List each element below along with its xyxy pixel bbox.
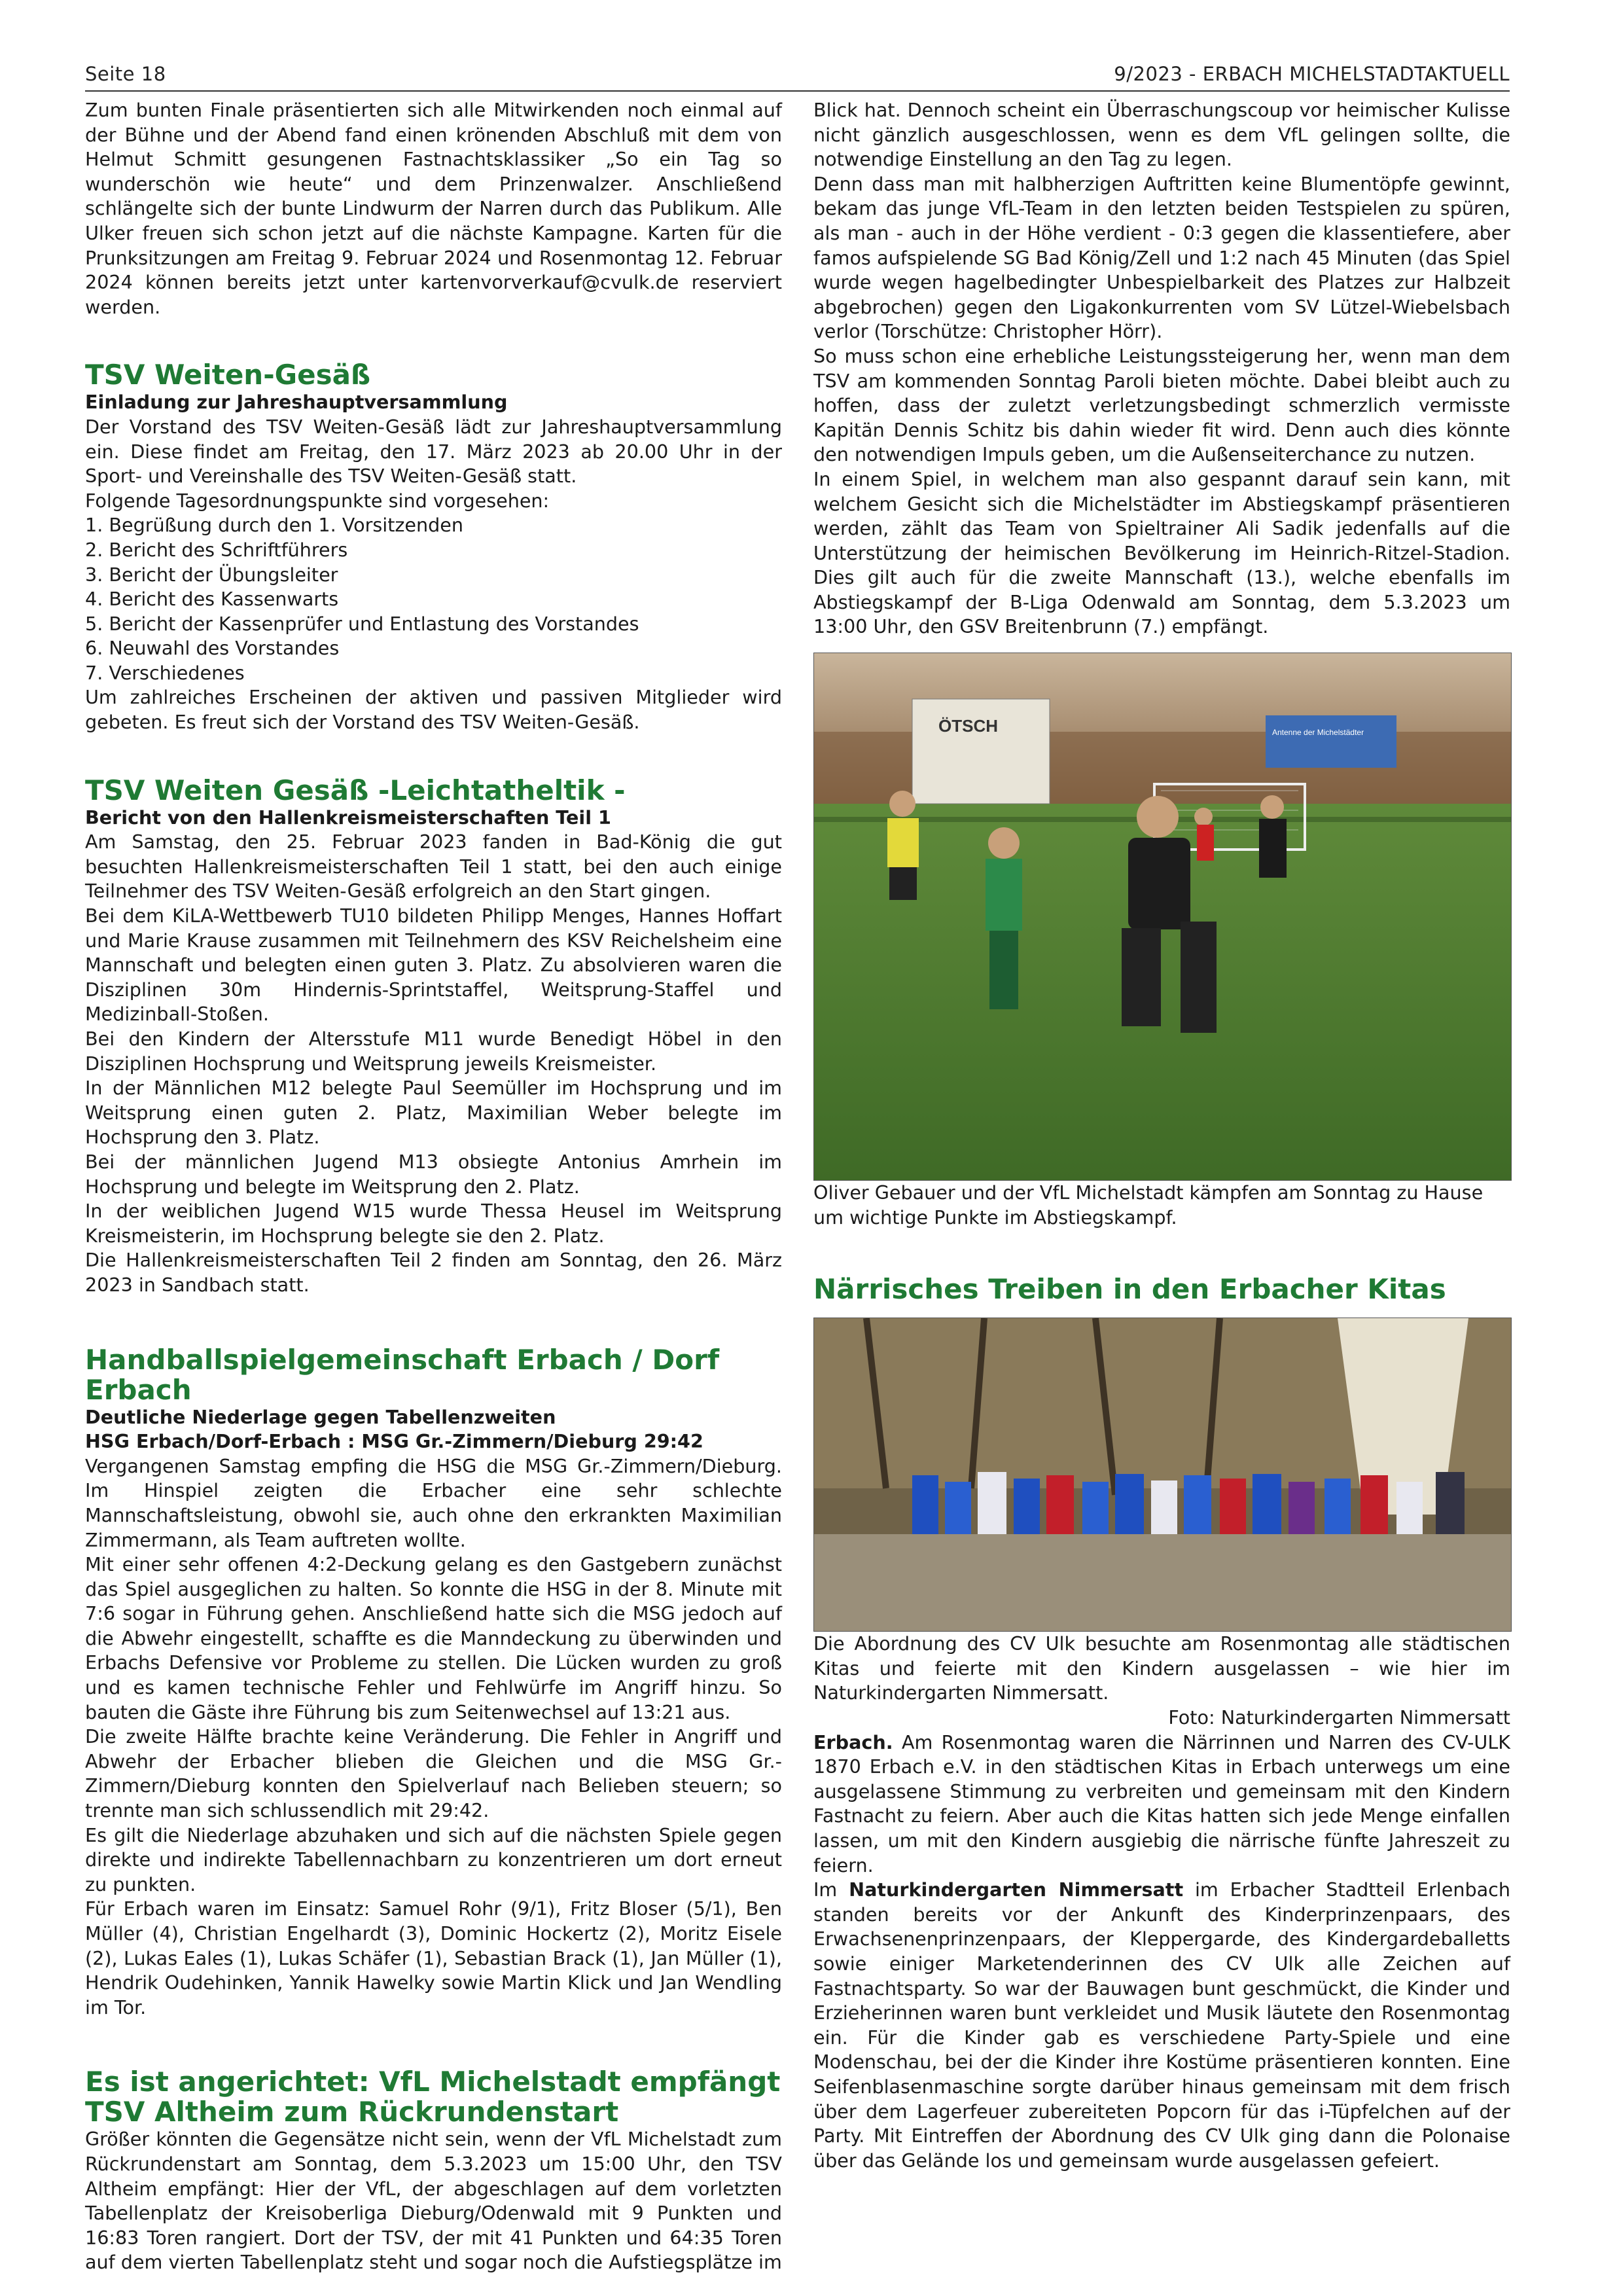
football-photo <box>813 653 1512 1181</box>
right-column <box>813 98 1510 2173</box>
tsv1-agenda-intro: Folgende Tagesordnungspunkte sind vorgesehen: <box>85 489 550 512</box>
kitas-paragraph <box>813 1878 1510 2173</box>
hsg-paragraph: Mit einer sehr offenen 4:2-Deckung gelang es den Gastgebern zunächst das Spiel ausgeglichen zu halten. So konnte die HSG in der 8. Minute mit 7:6 sogar in Führung gehen. Anschließend hatte sich die MSG jedoch auf die Abwehr eingestellt, schaffte es die Manndeckung zu überwinden und Erbachs Defensive vor Probleme zu stellen. Die Lücken wurden zu groß und es kamen technische Fehler und Fehlwürfe im Angriff hinzu. So bauten die Gäste ihre Führung bis zum Seitenwechsel auf 13:21 aus. <box>85 1553 782 1723</box>
carnival-photo <box>813 1318 1512 1632</box>
page-number: Seite 18 <box>85 63 166 85</box>
hsg-paragraph: Für Erbach waren im Einsatz: Samuel Rohr (9/1), Fritz Bloser (5/1), Ben Müller (4), Christian Engelhardt (3), Dominic Hockertz (2), Moritz Eisele (2), Lukas Eales (1), Lukas Schäfer (1), Sebastian Brack (1), Jan Müller (1), Hendrik Oudehinken, Yannik Hawelky sowie Martin Klick und Jan Wendling im Tor. <box>85 1897 782 2018</box>
football-photo-illustration <box>814 653 1511 1180</box>
tsv1-paragraph: Der Vorstand des TSV Weiten-Gesäß lädt zur Jahreshauptversammlung ein. Diese findet am Freitag, den 17. März 2023 ab 20.00 Uhr in der Sport- und Vereinshalle des TSV Weiten-Gesäß statt. <box>85 415 782 488</box>
kindergarten-name: Naturkindergarten Nimmersatt <box>849 1878 1184 1901</box>
vfl-continued-paragraph: Blick hat. Dennoch scheint ein Überraschungscoup vor heimischer Kulisse nicht gänzlich ausgeschlossen, wenn es dem VfL gelingen sollte, die notwendige Einstellung an den Tag zu legen. <box>813 99 1510 171</box>
intro-paragraph: Zum bunten Finale präsentierten sich alle Mitwirkenden noch einmal auf der Bühne und der Abend fand einen krönenden Abschluß mit dem von Helmut Schmitt gesungenen Fastnachtsklassiker „So ein Tag so wunderschön wie heute“ und dem Prinzenwalzer. Anschließend schlängelte sich der bunte Lindwurm der Narren durch das Publikum. Alle Ulker freuen sich schon jetzt auf die nächste Kampagne. Karten für die Prunksitzungen am Freitag 9. Februar 2024 und Rosenmontag 12. Februar 2024 können bereits jetzt unter kartenvorverkauf@cvulk.de reserviert werden. <box>85 99 782 318</box>
tsv2-paragraph: Bei der männlichen Jugend M13 obsiegte Antonius Amrhein im Hochsprung und belegte im Weitsprung den 2. Platz. <box>85 1150 782 1198</box>
vfl-headline-line1: Es ist angerichtet: VfL Michelstadt empfängt <box>85 2066 781 2098</box>
vfl-continued-paragraph: So muss schon eine erhebliche Leistungssteigerung her, wenn man dem TSV am kommenden Sonntag Paroli bieten möchte. Dabei bleibt auch zu hoffen, dass der zuletzt verletzungsbedingt schmerzlich vermisste Kapitän Dennis Schitz bis dahin wieder fit wird. Denn auch dies könnte den notwendigen Impuls geben, um die Außenseiterchance zu nutzen. <box>813 344 1510 466</box>
agenda-item: 5. Bericht der Kassenprüfer und Entlastung des Vorstandes <box>85 612 639 635</box>
left-column <box>85 98 782 2275</box>
hsg-paragraph: Es gilt die Niederlage abzuhaken und sich auf die nächsten Spiele gegen direkte und indirekte Tabellennachbarn zu konzentrieren um dort erneut zu punkten. <box>85 1823 782 1895</box>
dateline: Erbach. <box>813 1731 893 1753</box>
agenda-item: 6. Neuwahl des Vorstandes <box>85 637 340 660</box>
photo-credit-row <box>813 1706 1510 1731</box>
tsv2-paragraph: Bei den Kindern der Altersstufe M11 wurde Benedigt Höbel in den Disziplinen Hochsprung und Weitsprung jeweils Kreismeister. <box>85 1028 782 1075</box>
vfl-continued-paragraph: Denn dass man mit halbherzigen Auftritten keine Blumentöpfe gewinnt, bekam das junge VfL-Team in den letzten beiden Testspielen zu spüren, als man - auch in der Höhe verdient - 0:3 gegen die klassentiefere, aber famos aufspielende SG Bad König/Zell und 1:2 nach 45 Minuten (das Spiel wurde wegen hagelbedingter Unbespielbarkeit des Platzes zur Halbzeit abgebrochen) gegen den Ligakonkurrenten vom SV Lützel-Wiebelsbach verlor (Torschütze: Christopher Hörr). <box>813 172 1510 343</box>
tsv1-headline: TSV Weiten-Gesäß <box>85 359 371 391</box>
tsv2-paragraph: Die Hallenkreismeisterschaften Teil 2 finden am Sonntag, den 26. März 2023 in Sandbach statt. <box>85 1249 782 1296</box>
agenda-item: 7. Verschiedenes <box>85 661 245 684</box>
issue-label: 9/2023 - ERBACH MICHELSTADTAKTUELL <box>1114 63 1510 85</box>
hsg-paragraph: Die zweite Hälfte brachte keine Veränderung. Die Fehler in Angriff und Abwehr der Erbacher blieben die Gleichen und die MSG Gr.-Zimmern/Dieburg konnten den Spielverlauf nach Belieben steuern; so trennte man sich schlussendlich mit 29:42. <box>85 1725 782 1822</box>
agenda-item: 4. Bericht des Kassenwarts <box>85 588 339 611</box>
carnival-photo-caption: Die Abordnung des CV Ulk besuchte am Rosenmontag alle städtischen Kitas und feierte mit den Kindern ausgelassen – wie hier im Naturkindergarten Nimmersatt. <box>813 1632 1510 1704</box>
hsg-paragraph: Vergangenen Samstag empfing die HSG die MSG Gr.-Zimmern/Dieburg. Im Hinspiel zeigten die Erbacher eine sehr schlechte Mannschaftsleistung, obwohl sie, auch ohne den erkrankten Maximilian Zimmermann, als Team auftreten wollte. <box>85 1454 782 1551</box>
hsg-result: HSG Erbach/Dorf-Erbach : MSG Gr.-Zimmern/Dieburg 29:42 <box>85 1430 703 1453</box>
vfl-headline <box>85 2067 782 2127</box>
agenda-item: 1. Begrüßung durch den 1. Vorsitzenden <box>85 514 463 537</box>
vfl-headline-line2: TSV Altheim zum Rückrundenstart <box>85 2096 619 2128</box>
tsv1-subtitle: Einladung zur Jahreshauptversammlung <box>85 391 508 414</box>
kitas-paragraph-pre: Im <box>813 1878 849 1901</box>
agenda-item: 3. Bericht der Übungsleiter <box>85 563 338 586</box>
kitas-paragraph <box>813 1731 1510 1878</box>
agenda-item: 2. Bericht des Schriftführers <box>85 538 348 561</box>
banner-sign-text: Antenne der Michelstädter <box>1272 728 1364 738</box>
photo-credit: Foto: Naturkindergarten Nimmersatt <box>1168 1706 1510 1729</box>
kitas-paragraph-text: im Erbacher Stadtteil Erlenbach standen bereits vor der Ankunft des Kinderprinzenpaars, des Erwachsenenprinzenpaars, der Kleppergarde, des Kindergardeballetts sowie einiger Marketenderinnen des CV Ulk alle Zeichen auf Fastnachtsparty. So war der Bauwagen bunt geschmückt, die Kinder und Erzieherinnen waren bunt verkleidet und Musik läutete den Rosenmontag ein. Für die Kinder gab es verschiedene Party-Spiele und eine Modenschau, bei der die Kinder ihre Kostüme präsentieren konnten. Eine Seifenblasenmaschine sorgte darüber hinaus gemeinsam mit dem frisch über dem Lagerfeuer zubereiteten Popcorn für das i-Tüpfelchen auf der Party. Mit Eintreffen der Abordnung des CV Ulk ging dann die Polonaise über das Gelände los und gemeinsam wurde ausgelassen gefeiert. <box>813 1878 1510 2172</box>
header-rule <box>85 90 1510 92</box>
tsv1-closing: Um zahlreiches Erscheinen der aktiven und passiven Mitglieder wird gebeten. Es freut sich der Vorstand des TSV Weiten-Gesäß. <box>85 686 782 734</box>
banner-sign-text: ÖTSCH <box>938 716 998 736</box>
tsv2-paragraph: Am Samstag, den 25. Februar 2023 fanden in Bad-König die gut besuchten Hallenkreismeisterschaften Teil 1 statt, bei den auch einige Teilnehmer des TSV Weiten-Gesäß erfolgreich an den Start gingen. <box>85 831 782 903</box>
vfl-continued-paragraph: In einem Spiel, in welchem man also gespannt darauf sein kann, mit welchem Gesicht sich die Michelstädter im Abstiegskampf präsentieren werden, zählt das Team von Spieltrainer Ali Sadik jedenfalls auf die Unterstützung der heimischen Bevölkerung im Heinrich-Ritzel-Stadion. Dies gilt auch für die zweite Mannschaft (13.), welche ebenfalls im Abstiegskampf der B-Liga Odenwald am Sonntag, dem 5.3.2023 um 13:00 Uhr, den GSV Breitenbrunn (7.) empfängt. <box>813 467 1510 638</box>
football-photo-caption: Oliver Gebauer und der VfL Michelstadt kämpfen am Sonntag zu Hause um wichtige Punkte im Abstiegskampf. <box>813 1181 1484 1229</box>
tsv2-subtitle: Bericht von den Hallenkreismeisterschaften Teil 1 <box>85 806 611 829</box>
tsv2-paragraph: Bei dem KiLA-Wettbewerb TU10 bildeten Philipp Menges, Hannes Hoffart und Marie Krause zusammen mit Teilnehmern des KSV Reichelsheim eine Mannschaft und belegten einen guten 3. Platz. Zu absolvieren waren die Disziplinen 30m Hindernis-Sprintstaffel, Weitsprung-Staffel und Medizinball-Stoßen. <box>85 905 782 1026</box>
kitas-headline: Närrisches Treiben in den Erbacher Kitas <box>813 1273 1446 1306</box>
carnival-photo-illustration <box>814 1318 1511 1631</box>
tsv2-paragraph: In der Männlichen M12 belegte Paul Seemüller im Hochsprung und im Weitsprung einen guten 2. Platz, Maximilian Weber belegte im Hochsprung den 3. Platz. <box>85 1077 782 1149</box>
kitas-paragraph-text: Am Rosenmontag waren die Närrinnen und Narren des CV-ULK 1870 Erbach e.V. in den städtischen Kitas in Erbach unterwegs um eine ausgelassene Stimmung zu verbreiten und gemeinsam mit den Kindern Fastnacht zu feiern. Aber auch die Kitas hatten sich jede Menge einfallen lassen, um mit den Kindern ausgiebig die närrische fünfte Jahreszeit zu feiern. <box>813 1731 1510 1876</box>
vfl-paragraph: Größer könnten die Gegensätze nicht sein, wenn der VfL Michelstadt zum Rückrundenstart am Sonntag, dem 5.3.2023 um 15:00 Uhr, den TSV Altheim empfängt: Hier der VfL, der abgeschlagen auf dem vorletzten Tabellenplatz der Kreisoberliga Dieburg/Odenwald mit 9 Punkten und 16:83 Toren rangiert. Dort der TSV, der mit 41 Punkten und 64:35 Toren auf dem vierten Tabellenplatz steht und sogar noch die Aufstiegsplätze im <box>85 2128 782 2274</box>
hsg-subtitle: Deutliche Niederlage gegen Tabellenzweiten <box>85 1405 556 1428</box>
tsv2-paragraph: In der weiblichen Jugend W15 wurde Thessa Heusel im Weitsprung Kreismeisterin, im Hochsprung belegte sie den 2. Platz. <box>85 1200 782 1247</box>
tsv2-headline: TSV Weiten Gesäß -Leichtatheltik - <box>85 774 626 806</box>
agenda-list <box>85 513 782 685</box>
hsg-headline: Handballspielgemeinschaft Erbach / Dorf Erbach <box>85 1343 720 1406</box>
